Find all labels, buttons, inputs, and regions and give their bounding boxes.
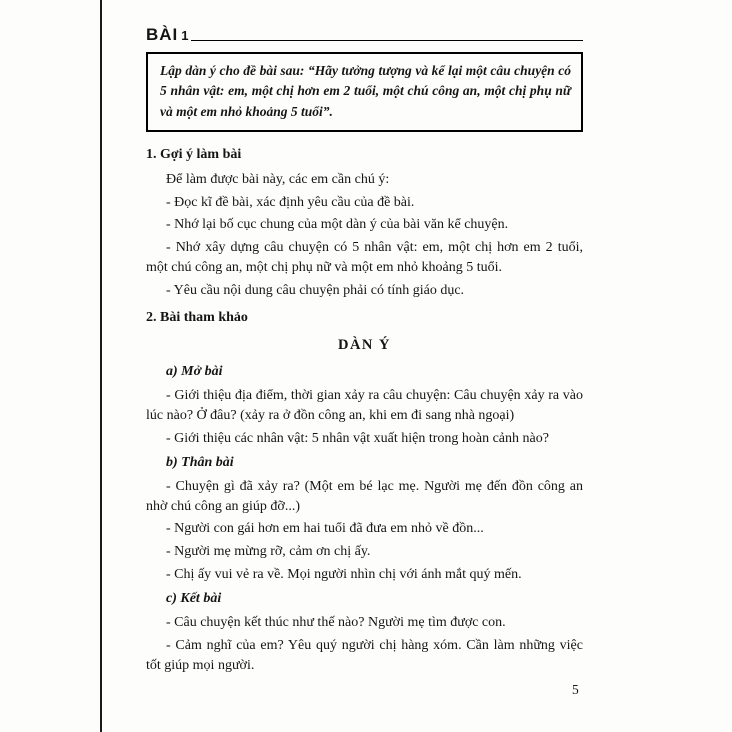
part-c-heading: c) Kết bài [166,591,222,607]
guide-bullet-4: - Yêu cầu nội dung câu chuyện phải có tính giáo dục. [166,283,465,298]
guide-bullet-3: - Nhớ xây dựng câu chuyện có 5 nhân vật: em, một chị hơn em 2 tuổi, một chú công an, một chị phụ nữ và một em nhỏ khoảng 5 tuổi. [146,240,583,276]
assignment-text: Lập dàn ý cho đề bài sau: “Hãy tưởng tượng và kể lại một câu chuyện có 5 nhân vật: em, một chị hơn em 2 tuổi, một chú công an, một chị phụ nữ và một em nhỏ khoảng 5 tuổi”. [160,63,571,119]
lesson-label: BÀI [146,25,179,44]
part-b-bullet-2: - Người con gái hơn em hai tuổi đã đưa em nhỏ về đồn... [166,521,484,537]
guide-intro: Để làm được bài này, các em cần chú ý: [166,171,390,187]
part-a-bullet-1: - Giới thiệu địa điểm, thời gian xảy ra câu chuyện: Câu chuyện xảy ra vào lúc nào? Ở đâu? (xảy ra ở đồn công an, khi em đi sang nhà ngoại) [146,388,583,424]
body-text [146,145,583,676]
part-a-heading: a) Mở bài [166,364,223,380]
part-b-bullet-4: - Chị ấy vui vẻ ra về. Mọi người nhìn chị với ánh mắt quý mến. [166,567,522,583]
lesson-header [146,26,583,43]
assignment-box [146,52,583,132]
part-a-bullet-2: - Giới thiệu các nhân vật: 5 nhân vật xuất hiện trong hoàn cảnh nào? [166,430,549,446]
section-guide-title: 1. Gợi ý làm bài [146,146,242,162]
outline-title: DÀN Ý [337,336,391,353]
part-b-bullet-1: - Chuyện gì đã xảy ra? (Một em bé lạc mẹ. Người mẹ đến đồn công an nhờ chú công an giúp đỡ...) [146,478,583,514]
part-c-bullet-2: - Cảm nghĩ của em? Yêu quý người chị hàng xóm. Cần làm những việc tốt giúp mọi người. [146,637,583,673]
page-number: 5 [572,682,579,697]
lesson-number: 1 [181,27,189,43]
part-c-bullet-1: - Câu chuyện kết thúc như thế nào? Người mẹ tìm được con. [166,614,506,630]
page-edge-line [100,0,102,732]
page-content [146,26,583,679]
part-b-bullet-3: - Người mẹ mừng rỡ, cảm ơn chị ấy. [166,544,371,560]
header-rule [191,40,583,41]
part-b-heading: b) Thân bài [166,454,234,470]
guide-bullet-1: - Đọc kĩ đề bài, xác định yêu cầu của đề bài. [166,194,415,210]
section-reference-title: 2. Bài tham khảo [146,309,248,325]
guide-bullet-2: - Nhớ lại bố cục chung của một dàn ý của bài văn kể chuyện. [166,217,509,233]
